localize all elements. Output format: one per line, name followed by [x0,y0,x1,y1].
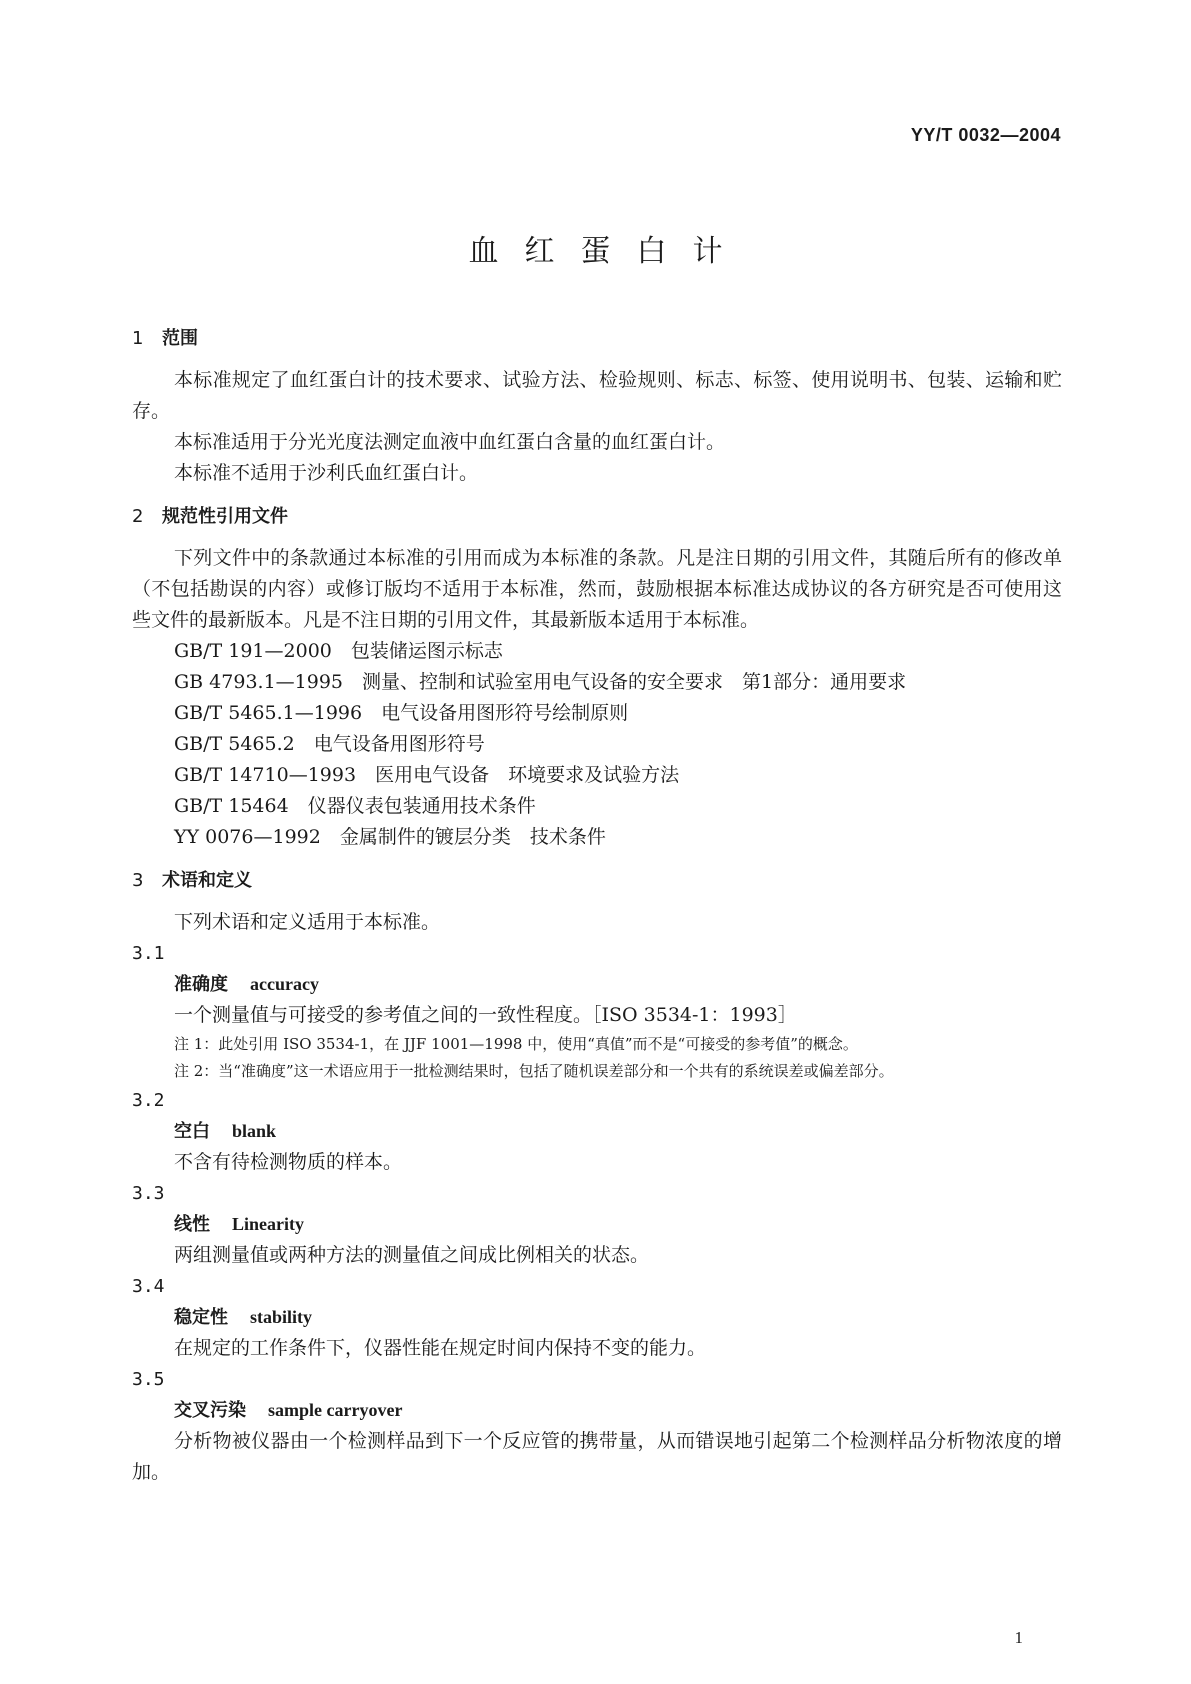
term-name [174,969,1062,1000]
term-number: 3.4 [132,1276,165,1297]
reference-item [174,729,1062,760]
term-name [174,1116,1062,1147]
term-en: Linearity [232,1214,304,1234]
page-number: 1 [1014,1628,1023,1647]
term-definition: 两组测量值或两种方法的测量值之间成比例相关的状态。 [174,1244,650,1266]
term-name [174,1209,1062,1240]
term-number: 3.5 [132,1369,165,1390]
term-zh: 线性 [174,1214,210,1235]
reference-title: 包装储运图示标志 [350,640,503,662]
paragraph: 本标准不适用于沙利氏血红蛋白计。 [174,462,479,484]
paragraph: 本标准规定了血红蛋白计的技术要求、试验方法、检验规则、标志、标签、使用说明书、包装、运输和贮存。 [132,369,1062,422]
term-definition: 分析物被仪器由一个检测样品到下一个反应管的携带量，从而错误地引起第二个检测样品分析物浓度的增加。 [132,1430,1062,1483]
term-en: stability [250,1307,313,1327]
document-body [132,325,1062,1488]
section-number: 2 [132,506,144,527]
section-title: 术语和定义 [162,870,252,891]
reference-title: 仪器仪表包装通用技术条件 [307,795,536,817]
term-en: blank [232,1121,277,1141]
term-name [174,1302,1062,1333]
section-heading-scope [132,325,1062,353]
section-heading-normative-references [132,503,1062,531]
reference-code: GB/T 5465.1—1996 [174,702,363,724]
term-definition: 在规定的工作条件下，仪器性能在规定时间内保持不变的能力。 [174,1337,707,1359]
term-en: sample carryover [268,1400,403,1420]
reference-title: 医用电气设备 环境要求及试验方法 [375,764,680,786]
reference-code: GB/T 5465.2 [174,733,295,755]
document-title: 血红蛋白计 [468,234,749,269]
reference-code: GB 4793.1—1995 [174,671,344,693]
paragraph: 下列术语和定义适用于本标准。 [174,911,441,933]
term-note: 注 1：此处引用 ISO 3534-1，在 JJF 1001—1998 中，使用“真值”而不是“可接受的参考值”的概念。 [174,1035,858,1053]
term-zh: 稳定性 [174,1307,228,1328]
reference-item [174,760,1062,791]
reference-item [174,636,1062,667]
paragraph: 本标准适用于分光光度法测定血液中血红蛋白含量的血红蛋白计。 [174,431,726,453]
section-title: 范围 [162,328,198,349]
term-note: 注 2：当“准确度”这一术语应用于一批检测结果时，包括了随机误差部分和一个共有的系统误差或偏差部分。 [174,1062,894,1080]
term-zh: 空白 [174,1121,210,1142]
term-zh: 交叉污染 [174,1400,246,1421]
reference-item [174,698,1062,729]
reference-title: 测量、控制和试验室用电气设备的安全要求 第1部分：通用要求 [362,671,907,693]
term-name [174,1395,1062,1426]
section-number: 3 [132,870,144,891]
section-number: 1 [132,328,144,349]
reference-title: 电气设备用图形符号 [313,733,485,755]
reference-code: GB/T 14710—1993 [174,764,357,786]
paragraph: 下列文件中的条款通过本标准的引用而成为本标准的条款。凡是注日期的引用文件，其随后所有的修改单（不包括勘误的内容）或修订版均不适用于本标准，然而，鼓励根据本标准达成协议的各方研究是否可使用这些文件的最新版本。凡是不注日期的引用文件，其最新版本适用于本标准。 [132,547,1062,631]
term-zh: 准确度 [174,974,228,995]
reference-title: 电气设备用图形符号绘制原则 [381,702,629,724]
term-number: 3.2 [132,1090,165,1111]
term-definition: 不含有待检测物质的样本。 [174,1151,403,1173]
term-en: accuracy [250,974,319,994]
term-number: 3.1 [132,943,165,964]
reference-code: GB/T 191—2000 [174,640,332,662]
reference-item [174,667,1062,698]
standard-code: YY/T 0032—2004 [910,125,1061,145]
term-definition: 一个测量值与可接受的参考值之间的一致性程度。［ISO 3534-1：1993］ [174,1004,797,1026]
reference-code: YY 0076—1992 [174,826,321,848]
reference-item [174,822,1062,853]
reference-code: GB/T 15464 [174,795,289,817]
reference-item [174,791,1062,822]
section-heading-terms-definitions [132,867,1062,895]
reference-title: 金属制件的镀层分类 技术条件 [339,826,606,848]
term-number: 3.3 [132,1183,165,1204]
section-title: 规范性引用文件 [162,506,288,527]
